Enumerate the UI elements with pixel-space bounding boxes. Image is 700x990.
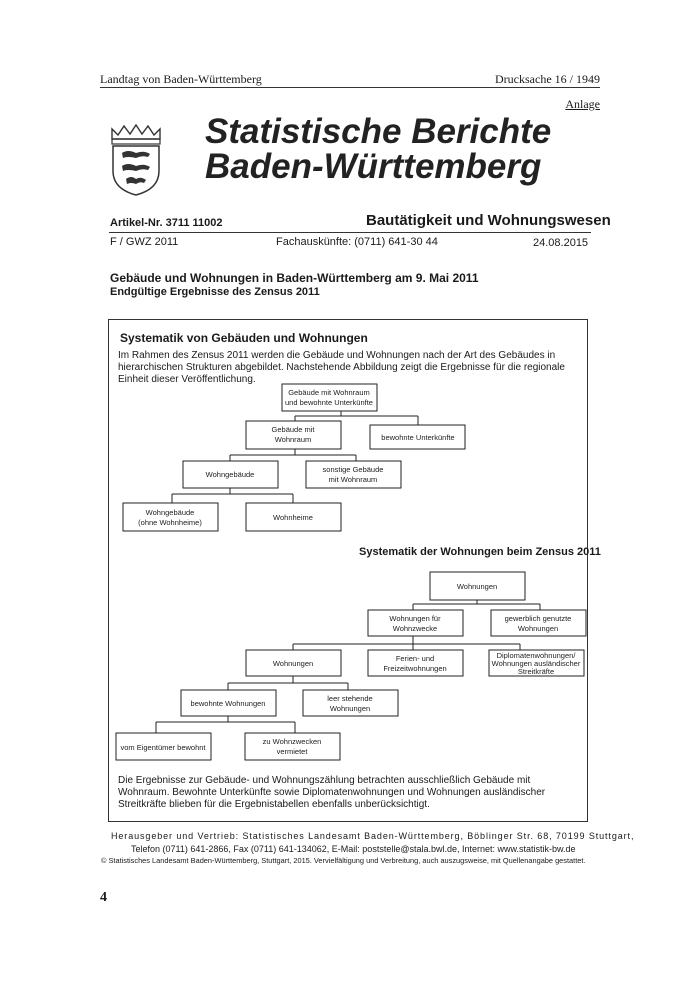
contact-info: Fachauskünfte: (0711) 641-30 44 <box>276 236 438 248</box>
coat-of-arms-icon <box>108 123 164 197</box>
header-rule <box>100 87 600 88</box>
node-text: Wohnungen <box>272 659 314 668</box>
node-text: Wohnraum <box>274 435 312 444</box>
node-text: Wohngebäude <box>145 508 195 517</box>
node-text: Gebäude mit Wohnraum <box>288 388 370 397</box>
header-left: Landtag von Baden-Württemberg <box>100 72 262 86</box>
node-text: Freizeitwohnungen <box>383 664 447 673</box>
node-text: Wohngebäude <box>205 470 255 479</box>
node-text: Wohnzwecke <box>392 624 438 633</box>
sub-heading: Endgültige Ergebnisse des Zensus 2011 <box>110 286 320 298</box>
node-text: Ferien- und <box>395 654 435 663</box>
dwellings-systematics-title: Systematik der Wohnungen beim Zensus 2011 <box>359 546 601 558</box>
report-date: 24.08.2015 <box>533 237 589 249</box>
panel-title: Systematik von Gebäuden und Wohnungen <box>120 331 368 345</box>
main-heading: Gebäude und Wohnungen in Baden-Württemberg am 9. Mai 2011 <box>110 271 479 285</box>
report-code: F / GWZ 2011 <box>110 236 179 248</box>
page-number: 4 <box>100 890 107 905</box>
panel-outro: Die Ergebnisse zur Gebäude- und Wohnungszählung betrachten ausschließlich Gebäude mit Wohnraum. Bewohnte Unterkünfte sowie Diplomatenwohnungen und Wohnungen ausländischer Streitkräfte blieben für die Ergebnistabellen ebenfalls unberücksichtigt. <box>118 775 546 810</box>
footer-contact: Telefon (0711) 641-2866, Fax (0711) 641-134062, E-Mail: poststelle@stala.bwl.de, Internet: www.statistik-bw.de <box>131 844 576 854</box>
systematics-diagram <box>108 319 588 822</box>
panel-intro: Im Rahmen des Zensus 2011 werden die Gebäude und Wohnungen nach der Art des Gebäudes in hierarchischen Strukturen abgebildet. Nachstehende Abbildung zeigt die Ergebnisse für die regionale Einheit dieser Veröffentlichung. <box>118 350 565 385</box>
node-text: und bewohnte Unterkünfte <box>285 398 373 407</box>
node-text: Streitkräfte <box>517 667 555 676</box>
publication-title <box>205 114 600 184</box>
node-text: bewohnte Wohnungen <box>190 699 266 708</box>
node-text: vom Eigentümer bewohnt <box>120 743 206 752</box>
node-text: mit Wohnraum <box>328 475 378 484</box>
node-text: Diplomatenwohnungen/ <box>496 651 576 660</box>
anlage-label: Anlage <box>565 97 600 111</box>
department-title: Bautätigkeit und Wohnungswesen <box>366 212 611 229</box>
header-right: Drucksache 16 / 1949 <box>495 72 600 86</box>
title-line-1: Statistische Berichte <box>205 112 552 151</box>
node-text: Wohnungen <box>456 582 498 591</box>
node-text: gewerblich genutzte <box>504 614 572 623</box>
node-text: Wohnungen ausländischer <box>491 659 581 668</box>
footer-copyright: © Statistisches Landesamt Baden-Württemberg, Stuttgart, 2015. Vervielfältigung und Verbreitung, auch auszugsweise, mit Quellenangabe gestattet. <box>101 856 586 865</box>
node-text: Wohnungen <box>517 624 559 633</box>
footer-publisher: Herausgeber und Vertrieb: Statistisches Landesamt Baden-Württemberg, Böblinger Str. 68, 70199 Stuttgart, <box>111 831 635 841</box>
article-number: Artikel-Nr. 3711 11002 <box>110 217 223 229</box>
node-text: (ohne Wohnheime) <box>138 518 202 527</box>
node-text: sonstige Gebäude <box>322 465 384 474</box>
node-text: vermietet <box>276 747 308 756</box>
node-text: Wohnungen für <box>389 614 441 623</box>
node-text: zu Wohnzwecken <box>262 737 322 746</box>
node-text: leer stehende <box>327 694 373 703</box>
node-text: Wohnheime <box>273 513 313 522</box>
meta-rule <box>109 232 591 233</box>
title-line-2: Baden-Württemberg <box>205 147 542 186</box>
node-text: Gebäude mit <box>271 425 315 434</box>
node-text: Wohnungen <box>329 704 371 713</box>
node-text: bewohnte Unterkünfte <box>381 433 455 442</box>
